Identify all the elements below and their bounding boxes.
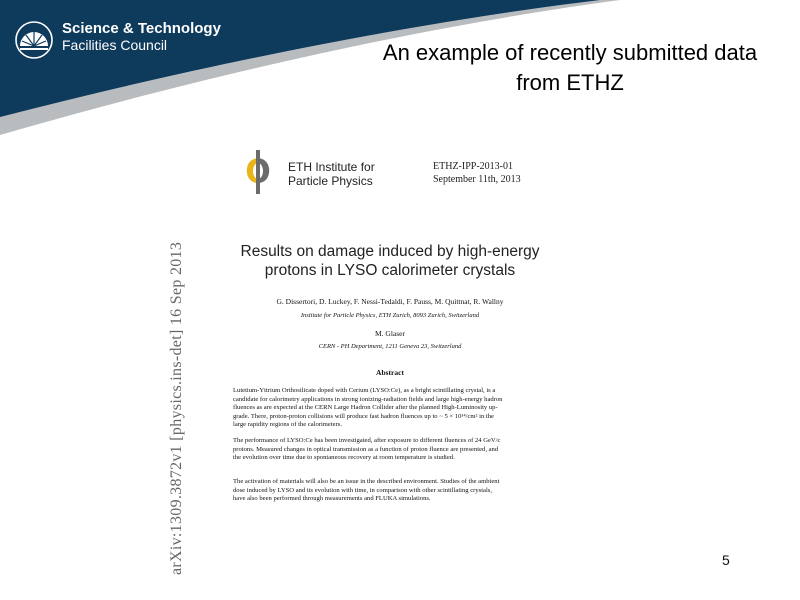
slide-title [360, 38, 780, 98]
abstract-line: grade. There, proton-proton collisions will produce fast hadron fluences up to ~ 5 × 10¹⁴/cm² in the [233, 412, 494, 420]
abstract-heading: Abstract [376, 368, 404, 377]
abstract-line: The performance of LYSO:Ce has been investigated, after exposure to different fluences of 24 GeV/c [233, 437, 501, 444]
institute-line1: ETH Institute for [288, 160, 375, 174]
abstract-line: dose induced by LYSO and its evolution with time, in comparison with other scintillating crystals, [233, 486, 493, 494]
report-number: ETHZ-IPP-2013-01 [433, 161, 513, 172]
abstract-paragraph-3 [233, 478, 553, 504]
paper-author-2: M. Glaser [375, 329, 405, 338]
abstract-line: candidate for calorimetry applications in strong ionizing-radiation fields and large high-energy hadron [233, 395, 503, 403]
paper-authors: G. Dissertori, D. Luckey, F. Nessi-Tedaldi, F. Pauss, M. Quittnat, R. Wallny [276, 297, 504, 306]
slide-number: 5 [722, 552, 730, 568]
abstract-line: large rapidity regions of the calorimeters. [233, 421, 343, 429]
abstract-line: Lutetium-Yttrium Orthosilicate doped with Cerium (LYSO:Ce), as a bright scintillating crystal, is a [233, 387, 496, 394]
report-date: September 11th, 2013 [433, 174, 521, 185]
stfc-sunburst-icon [14, 20, 54, 60]
stfc-wordmark [62, 20, 221, 54]
arxiv-stamp: arXiv:1309.3872v1 [physics.ins-det] 16 Sep 2013 [168, 241, 185, 575]
paper-affiliation: Institute for Particle Physics, ETH Zurich, 8093 Zurich, Switzerland [300, 312, 480, 319]
abstract-line: fluences as are expected at the CERN Large Hadron Collider after the planned High-Luminosity up- [233, 404, 498, 412]
paper-title [230, 242, 550, 280]
paper-screenshot [230, 140, 560, 520]
abstract-line: protons. Measured changes in optical transmission as a function of proton fluence are presented, and [233, 445, 499, 453]
abstract-paragraph-1 [233, 387, 553, 430]
slide-title-line2: from ETHZ [516, 70, 624, 95]
institute-name [288, 160, 375, 188]
abstract-line: The activation of materials will also be an issue in the described environment. Studies of the ambient [233, 478, 500, 485]
abstract-paragraph-2 [233, 437, 553, 463]
paper-title-line1: Results on damage induced by high-energy [240, 243, 540, 260]
slide-title-line1: An example of recently submitted data [382, 40, 758, 65]
paper-affiliation-2: CERN - PH Department, 1211 Geneva 23, Switzerland [318, 343, 462, 350]
org-name-line2: Facilities Council [62, 37, 168, 53]
institute-line2: Particle Physics [288, 174, 373, 188]
paper-title-line2: protons in LYSO calorimeter crystals [264, 262, 516, 279]
org-name-line1: Science & Technology [62, 20, 221, 37]
eth-phi-icon [245, 148, 271, 196]
abstract-line: have also been performed through measurements and FLUKA simulations. [233, 495, 431, 503]
abstract-line: the evolution over time due to spontaneous recovery at room temperature is studied. [233, 454, 455, 462]
report-id [433, 160, 521, 186]
stfc-logo [14, 14, 224, 64]
